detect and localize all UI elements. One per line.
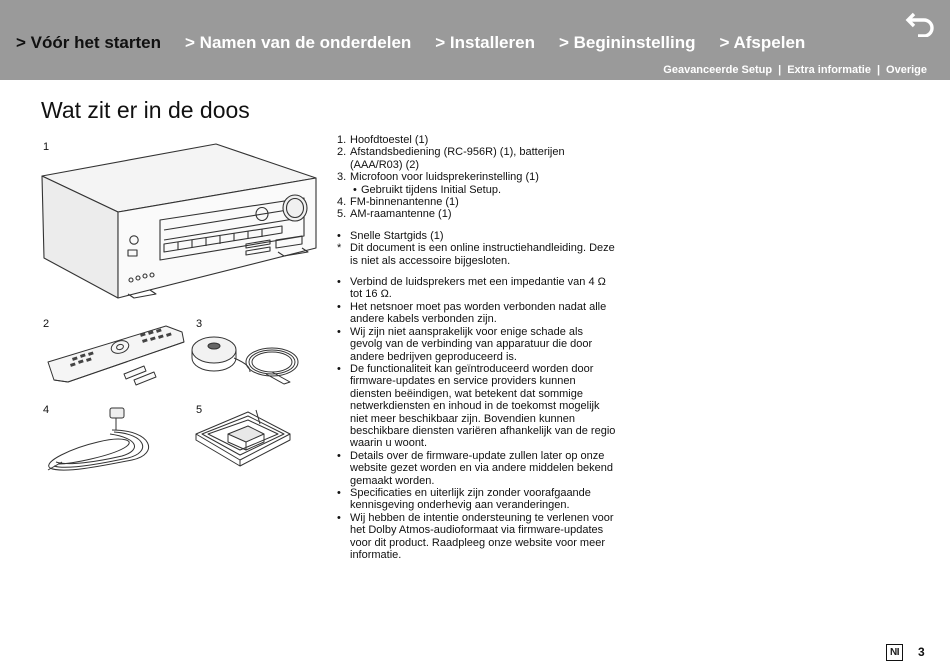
figure-label-3: 3 — [196, 318, 203, 330]
list-item — [337, 146, 617, 171]
header-bar — [0, 0, 950, 80]
figure-label-5: 5 — [196, 404, 203, 416]
list-marker: 5. — [337, 208, 347, 221]
spacer — [337, 267, 617, 276]
nav-namen-van-de-onderdelen[interactable]: > Namen van de onderdelen — [185, 33, 412, 52]
list-item-text: FM-binnenantenne (1) — [350, 196, 459, 209]
list-sub-item — [337, 184, 617, 196]
page-title: Wat zit er in de doos — [41, 97, 250, 123]
subnav-separator: | — [778, 64, 782, 76]
nav-begininstelling[interactable]: > Begininstelling — [558, 33, 696, 52]
list-marker: • — [337, 276, 341, 289]
nav-installeren[interactable]: > Installeren — [435, 33, 535, 52]
am-antenna-illustration — [192, 404, 294, 474]
subnav-separator: | — [876, 64, 881, 76]
list-item-text: Hoofdtoestel (1) — [350, 134, 429, 146]
extra-item — [337, 230, 617, 242]
note-item — [337, 326, 617, 363]
main-nav — [16, 33, 829, 53]
contents-list — [337, 134, 617, 561]
nav-afspelen[interactable]: > Afspelen — [719, 33, 806, 52]
subnav-extra-informatie[interactable]: Extra informatie — [787, 64, 871, 76]
sub-nav — [663, 64, 927, 76]
microphone-illustration — [190, 328, 310, 390]
note-text: Details over de firmware-update zullen later op onze website gezet worden en via andere middelen bekend gemaakt worden. — [350, 449, 613, 487]
back-arrow-icon[interactable] — [905, 9, 937, 37]
page-number: 3 — [918, 645, 925, 659]
list-item-text: Dit document is een online instructiehandleiding. Deze is niet als accessoire bijgesloten. — [350, 242, 615, 267]
note-text: Het netsnoer moet pas worden verbonden nadat alle andere kabels verbonden zijn. — [350, 300, 607, 326]
nav-voor-het-starten[interactable]: > Vóór het starten — [16, 33, 162, 52]
note-item — [337, 487, 617, 512]
figure-label-2: 2 — [43, 318, 50, 330]
note-text: Verbind de luidsprekers met een impedantie van 4 Ω tot 16 Ω. — [350, 276, 606, 301]
list-item — [337, 208, 617, 220]
note-text: Specificaties en uiterlijk zijn zonder voorafgaande kennisgeving onderhevig aan veranderingen. — [350, 486, 591, 512]
list-marker: • — [337, 362, 341, 375]
subnav-geavanceerde-setup[interactable]: Geavanceerde Setup — [663, 64, 773, 76]
list-marker: • — [337, 449, 341, 462]
list-item — [337, 171, 617, 183]
list-item-text: Gebruikt tijdens Initial Setup. — [361, 183, 502, 196]
note-text: De functionaliteit kan geïntroduceerd worden door firmware-updates en service providers kunnen diensten beëindigen, wat betekent dat sommige netwerkdiensten en inhoud in de toekomst mogelijk niet meer beschikbaar zijn. Bovendien kunnen beschikbare diensten variëren afhankelijk van de regio waarin u woont. — [350, 362, 616, 450]
subnav-overige[interactable]: Overige — [886, 64, 927, 76]
list-item-text: Microfoon voor luidsprekerinstelling (1) — [350, 171, 539, 184]
list-marker: 3. — [337, 171, 347, 184]
list-marker: • — [337, 229, 341, 242]
list-marker: 1. — [337, 134, 347, 146]
list-marker: 2. — [337, 146, 347, 159]
list-marker: • — [337, 325, 341, 338]
list-item-text: AM-raamantenne (1) — [350, 208, 452, 221]
note-item — [337, 512, 617, 562]
list-marker: • — [353, 183, 357, 196]
list-marker: * — [337, 242, 342, 255]
remote-control-illustration — [40, 320, 190, 390]
note-item — [337, 301, 617, 326]
list-item — [337, 134, 617, 146]
note-text: Wij hebben de intentie ondersteuning te verlenen voor het Dolby Atmos-audioformaat via firmware-updates voor dit product. Raadpleeg onze website voor meer informatie. — [350, 511, 614, 561]
spacer — [337, 221, 617, 230]
note-text: Wij zijn niet aansprakelijk voor enige schade als gevolg van de verbinding van apparatuur die door andere bedrijven geproduceerd is. — [350, 325, 593, 363]
figure-label-4: 4 — [43, 404, 50, 416]
list-marker: • — [337, 300, 341, 313]
list-marker: 4. — [337, 196, 347, 209]
fm-antenna-illustration — [42, 404, 160, 476]
note-item — [337, 363, 617, 450]
list-item-text: Snelle Startgids (1) — [350, 229, 444, 242]
list-marker: • — [337, 511, 341, 524]
list-marker: • — [337, 486, 341, 499]
list-item — [337, 196, 617, 208]
extra-item — [337, 242, 617, 267]
ni-logo: NI — [886, 644, 903, 661]
note-item — [337, 276, 617, 301]
list-item-text: Afstandsbediening (RC-956R) (1), batterijen (AAA/R03) (2) — [350, 146, 565, 171]
note-item — [337, 450, 617, 487]
receiver-illustration — [38, 140, 320, 302]
figure-label-1: 1 — [43, 141, 50, 153]
